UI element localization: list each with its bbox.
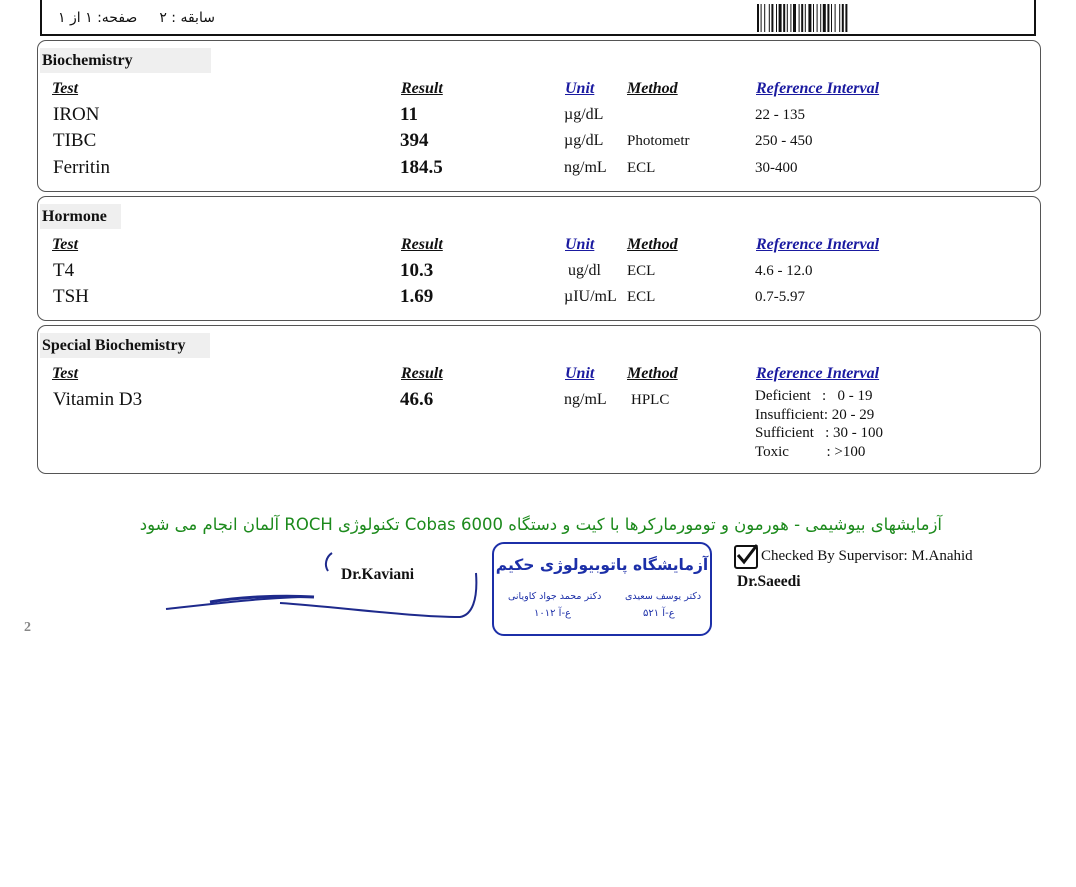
test-name: IRON (53, 104, 100, 125)
result-value: 46.6 (400, 389, 434, 410)
record-number: سابقه : ۲ (159, 10, 215, 26)
result-value: 1.69 (400, 286, 434, 307)
col-header-unit: Unit (565, 236, 595, 253)
col-header-unit: Unit (565, 80, 595, 97)
reference-ranges (755, 387, 883, 461)
result-value: 11 (400, 104, 418, 125)
method-value: ECL (627, 263, 656, 279)
unit-value: ug/dl (568, 262, 601, 279)
unit-value: ng/mL (564, 391, 607, 408)
signature-icon (160, 545, 490, 625)
reference-value: 250 - 450 (755, 133, 813, 149)
col-header-unit: Unit (565, 365, 595, 382)
col-header-result: Result (401, 236, 443, 253)
col-header-result: Result (401, 80, 443, 97)
result-value: 184.5 (400, 157, 443, 178)
col-header-test: Test (52, 365, 79, 382)
lab-method-note: آزمایشهای بیوشیمی - هورمون و تومورمارکرها با کیت و دستگاه Cobas 6000 تکنولوژی ROCH آلمان انجام می شود (139, 515, 942, 534)
lab-stamp (492, 542, 712, 636)
section-biochemistry (37, 40, 1041, 192)
reference-value: 0.7-5.97 (755, 289, 805, 305)
stamp-code-right: ع-آ ۵۲۱ (643, 608, 675, 619)
reference-value: 30-400 (755, 160, 798, 176)
doctor-name-kaviani: Dr.Kaviani (341, 566, 415, 583)
unit-value: µg/dL (564, 106, 604, 123)
section-title: Biochemistry (40, 48, 211, 73)
method-value: ECL (627, 289, 656, 305)
test-name: Ferritin (53, 157, 110, 178)
header-meta (58, 10, 215, 26)
stamp-title: آزمایشگاه پاتوبیولوژی حکیم (495, 556, 709, 574)
section-special-biochemistry (37, 325, 1041, 474)
method-value: Photometr (627, 133, 690, 149)
result-value: 394 (400, 130, 429, 151)
reference-value: 22 - 135 (755, 107, 805, 123)
col-header-test: Test (52, 236, 79, 253)
col-header-method: Method (627, 80, 678, 97)
section-title: Hormone (40, 204, 121, 229)
supervisor-check: Checked By Supervisor: M.Anahid (761, 548, 973, 564)
page-number: 2 (24, 620, 31, 635)
test-name: TIBC (53, 130, 97, 151)
unit-value: µIU/mL (564, 288, 617, 305)
reference-line: Deficient : 0 - 19 (755, 388, 873, 404)
page-indicator: صفحه: ۱ از ۱ (58, 10, 138, 26)
result-value: 10.3 (400, 260, 434, 281)
stamp-doctor-right: دکتر یوسف سعیدی (625, 591, 702, 602)
method-value: ECL (627, 160, 656, 176)
reference-line: Toxic : >100 (755, 443, 866, 460)
test-name: Vitamin D3 (53, 389, 143, 410)
section-hormone (37, 196, 1041, 321)
col-header-reference: Reference Interval (756, 365, 880, 382)
section-title: Special Biochemistry (40, 333, 210, 358)
barcode (757, 4, 913, 32)
reference-line: Insufficient: 20 - 29 (755, 406, 875, 423)
stamp-doctor-left: دکتر محمد جواد کاویانی (508, 591, 602, 602)
col-header-reference: Reference Interval (756, 236, 880, 253)
col-header-reference: Reference Interval (756, 80, 880, 97)
col-header-method: Method (627, 236, 678, 253)
test-name: TSH (53, 286, 89, 307)
stamp-code-left: ع-آ ۱۰۱۲ (534, 608, 572, 619)
doctor-name-saeedi: Dr.Saeedi (737, 573, 801, 590)
method-value: HPLC (631, 392, 670, 408)
col-header-result: Result (401, 365, 443, 382)
unit-value: µg/dL (564, 132, 604, 149)
test-name: T4 (53, 260, 75, 281)
reference-value: 4.6 - 12.0 (755, 263, 813, 279)
col-header-method: Method (627, 365, 678, 382)
reference-line: Sufficient : 30 - 100 (755, 425, 884, 441)
col-header-test: Test (52, 80, 79, 97)
unit-value: ng/mL (564, 159, 607, 176)
checkmark-icon (734, 545, 758, 569)
